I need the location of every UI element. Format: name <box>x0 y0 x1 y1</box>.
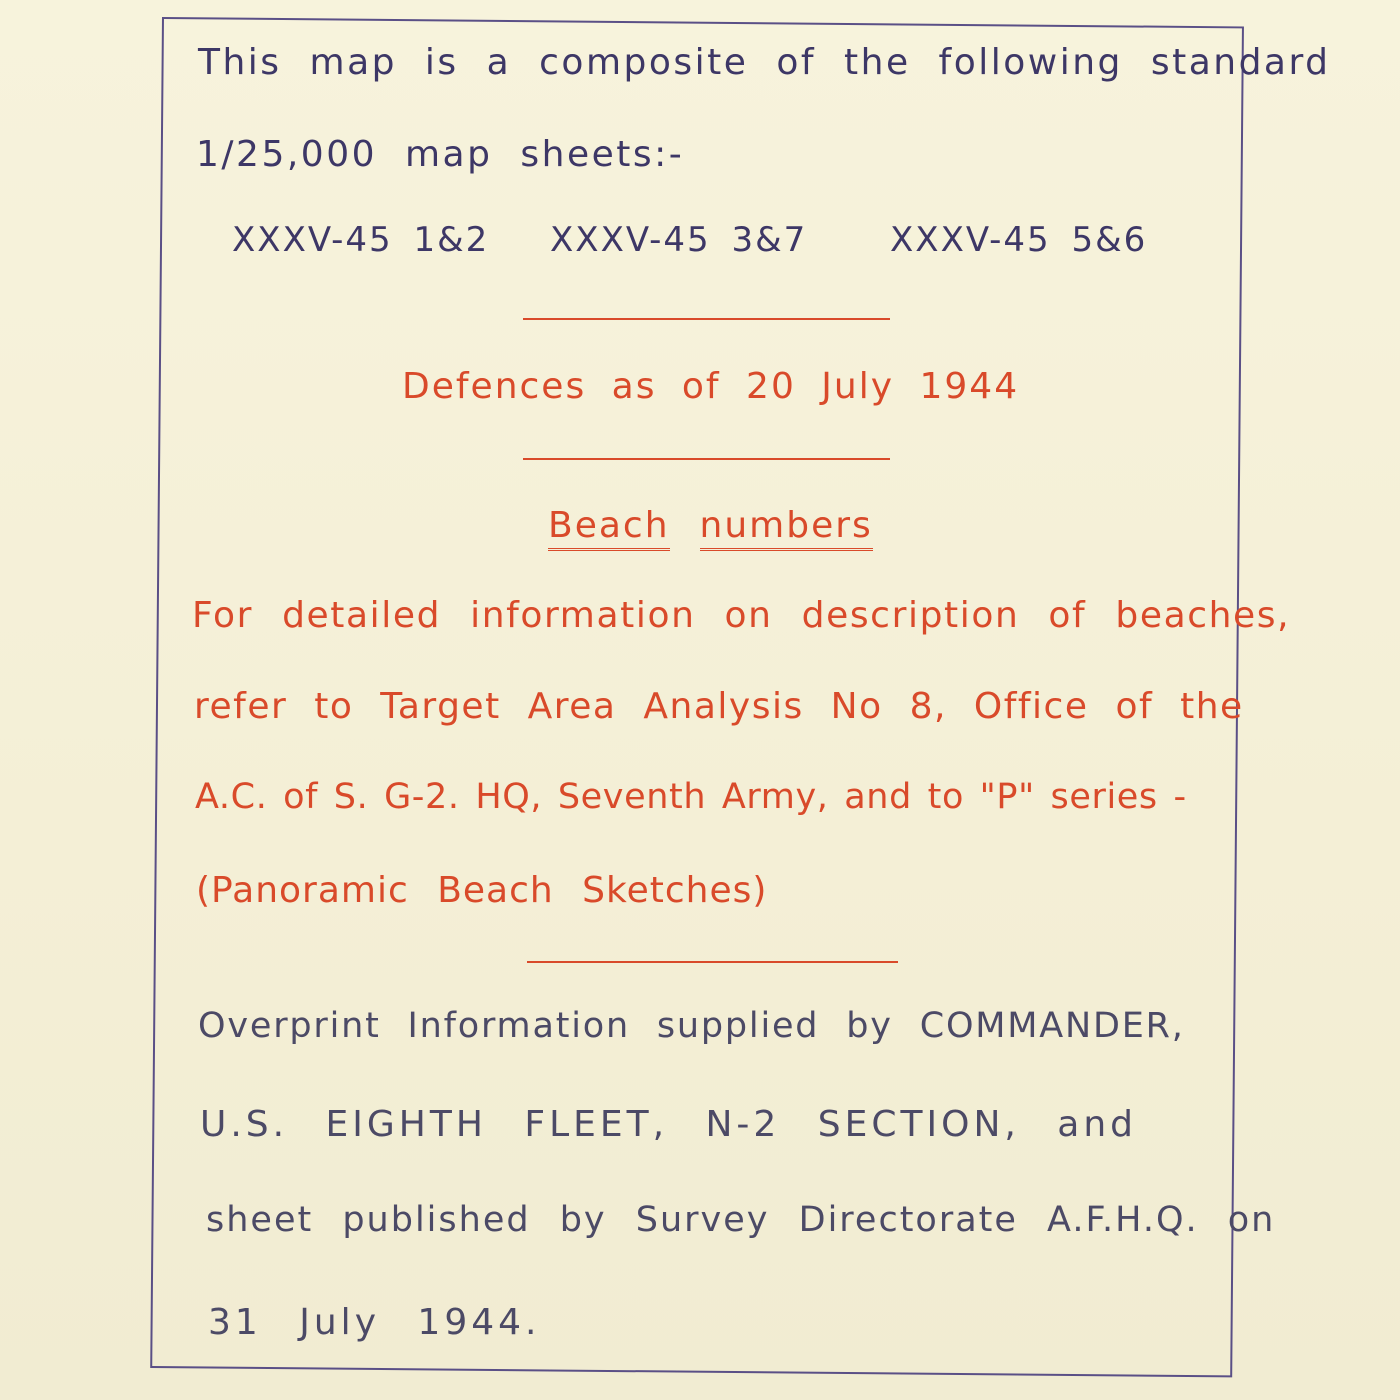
composite-line-1: This map is a composite of the following standard <box>198 42 1331 83</box>
beach-heading-word-2: numbers <box>700 505 873 551</box>
composite-line-2: 1/25,000 map sheets:- <box>196 134 685 175</box>
red-rule-2 <box>523 458 890 460</box>
beach-numbers-heading <box>548 505 873 551</box>
beach-info-line-3: A.C. of S. G-2. HQ, Seventh Army, and to "P" series - <box>195 777 1187 817</box>
beach-info-line-2: refer to Target Area Analysis No 8, Office of the <box>194 686 1244 727</box>
overprint-line-4: 31 July 1944. <box>208 1302 541 1343</box>
sheet-number-3: XXXV-45 5&6 <box>890 220 1148 260</box>
overprint-line-2: U.S. EIGHTH FLEET, N-2 SECTION, and <box>200 1104 1137 1145</box>
overprint-line-1: Overprint Information supplied by COMMANDER, <box>198 1006 1185 1046</box>
sheet-number-2: XXXV-45 3&7 <box>550 220 808 260</box>
beach-info-line-1: For detailed information on description of beaches, <box>192 595 1291 636</box>
overprint-line-3: sheet published by Survey Directorate A.F.H.Q. on <box>206 1200 1276 1240</box>
defences-date: Defences as of 20 July 1944 <box>402 366 1020 407</box>
red-rule-3 <box>527 961 898 963</box>
red-rule-1 <box>523 318 890 320</box>
beach-info-line-4: (Panoramic Beach Sketches) <box>196 870 768 911</box>
sheet-number-1: XXXV-45 1&2 <box>232 220 490 260</box>
beach-heading-word-1: Beach <box>548 505 670 551</box>
